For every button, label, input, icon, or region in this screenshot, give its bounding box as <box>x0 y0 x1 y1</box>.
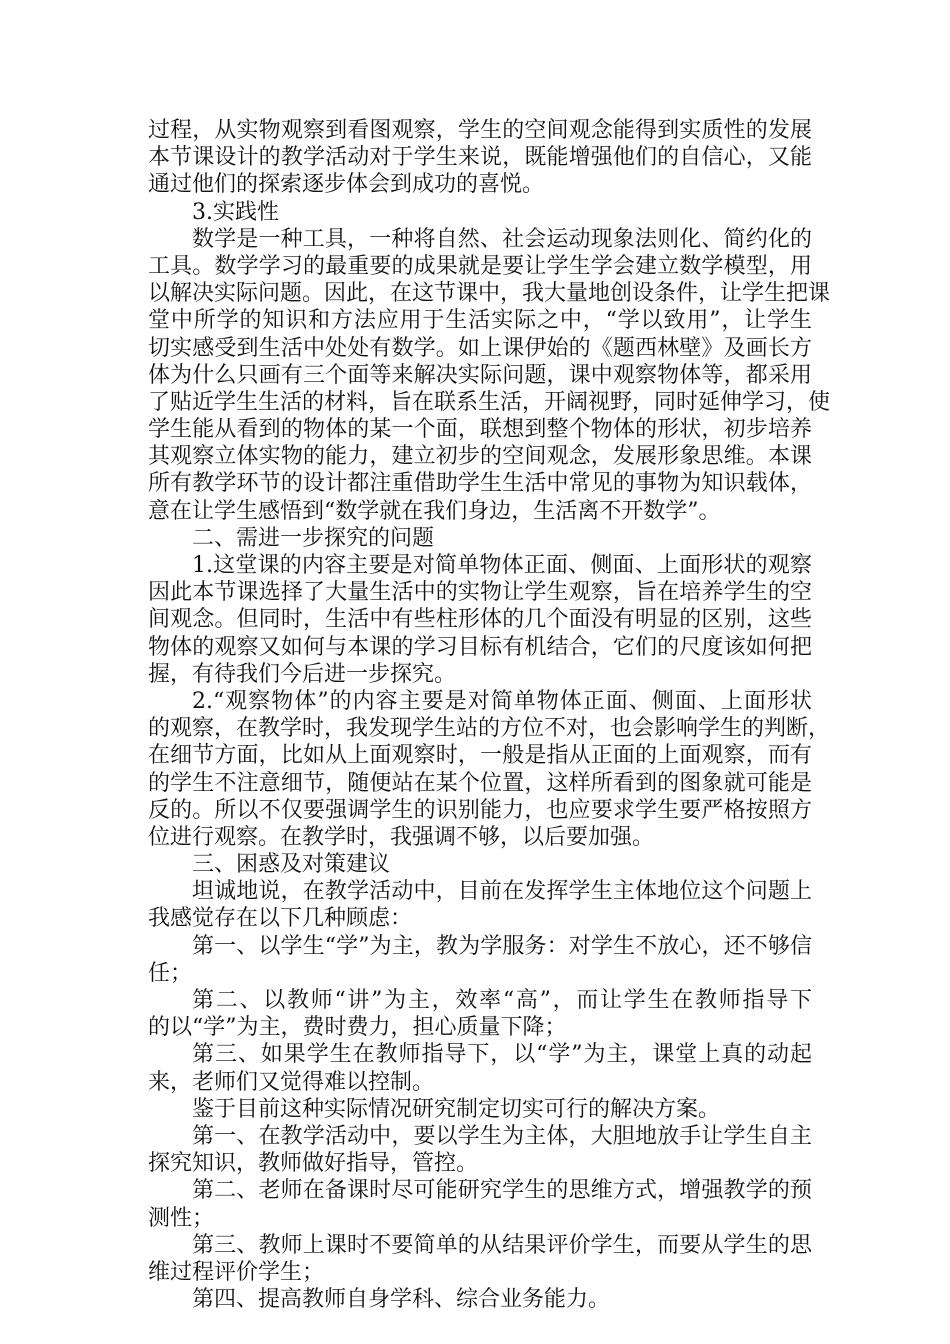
text-line: 维过程评价学生； <box>148 1259 325 1285</box>
text-line: 本节课设计的教学活动对于学生来说，既能增强他们的自信心，又能 <box>148 145 812 171</box>
text-line: 第一、在教学活动中，要以学生为主体，大胆地放手让学生自主 <box>192 1123 812 1149</box>
text-line: 以解决实际问题。因此，在这节课中，我大量地创设条件，让学生把课 <box>148 281 831 307</box>
text-line: 过程，从实物观察到看图观察，学生的空间观念能得到实质性的发展 <box>148 118 812 143</box>
text-line: 工具。数学学习的最重要的成果就是要让学生学会建立数学模型，用 <box>148 253 812 279</box>
text-line: 第三、教师上课时不要简单的从结果评价学生，而要从学生的思 <box>192 1232 812 1258</box>
text-line: 的学生不注意细节，随便站在某个位置，这样所看到的图象就可能是 <box>148 770 812 796</box>
text-line: 鉴于目前这种实际情况研究制定切实可行的解决方案。 <box>192 1096 721 1122</box>
text-line: 第四、提高教师自身学科、综合业务能力。 <box>192 1287 611 1313</box>
text-line: 位进行观察。在教学时，我强调不够，以后要加强。 <box>148 824 655 850</box>
text-line: 来，老师们又觉得难以控制。 <box>148 1069 435 1095</box>
text-line: 间观念。但同时，生活中有些柱形体的几个面没有明显的区别，这些 <box>148 607 812 633</box>
text-line: 学生能从看到的物体的某一个面，联想到整个物体的形状，初步培养 <box>148 417 812 443</box>
text-line: 的观察，在教学时，我发现学生站的方位不对，也会影响学生的判断， <box>148 716 831 742</box>
text-line: 在细节方面，比如从上面观察时，一般是指从正面的上面观察，而有 <box>148 743 812 769</box>
text-line: 因此本节课选择了大量生活中的实物让学生观察，旨在培养学生的空 <box>148 580 812 606</box>
text-line: 二、需进一步探究的问题 <box>192 525 435 551</box>
text-line: 切实感受到生活中处处有数学。如上课伊始的《题西林壁》及画长方 <box>148 335 812 361</box>
text-line: 物体的观察又如何与本课的学习目标有机结合，它们的尺度该如何把 <box>148 634 812 660</box>
text-line: 反的。所以不仅要强调学生的识别能力，也应要求学生要严格按照方 <box>148 797 812 823</box>
text-line: 所有教学环节的设计都注重借助学生生活中常见的事物为知识载体， <box>148 471 812 497</box>
text-line: 我感觉存在以下几种顾虑： <box>148 906 413 932</box>
text-line: 测性； <box>148 1205 215 1231</box>
text-line: 意在让学生感悟到“数学就在我们身边，生活离不开数学”。 <box>148 498 721 524</box>
text-line: 的以“学”为主，费时费力，担心质量下降； <box>148 1015 567 1041</box>
text-line: 握，有待我们今后进一步探究。 <box>148 661 457 687</box>
text-line: 通过他们的探索逐步体会到成功的喜悦。 <box>148 172 545 198</box>
text-line: 了贴近学生生活的材料，旨在联系生活，开阔视野，同时延伸学习，使 <box>148 389 831 415</box>
text-line: 其观察立体实物的能力，建立初步的空间观念，发展形象思维。本课 <box>148 444 812 470</box>
text-line: 3.实践性 <box>192 199 279 225</box>
body-text <box>148 117 831 1313</box>
text-line: 堂中所学的知识和方法应用于生活实际之中，“学以致用”，让学生 <box>148 308 812 334</box>
text-line: 2.“观察物体”的内容主要是对简单物体正面、侧面、上面形状 <box>192 688 812 714</box>
text-line: 探究知识，教师做好指导，管控。 <box>148 1151 479 1177</box>
text-line: 第一、以学生“学”为主，教为学服务：对学生不放心，还不够信 <box>192 933 812 959</box>
text-line: 坦诚地说，在教学活动中，目前在发挥学生主体地位这个问题上 <box>192 879 812 905</box>
text-line: 体为什么只画有三个面等来解决实际问题，课中观察物体等，都采用 <box>148 362 812 388</box>
text-line: 第二、老师在备课时尽可能研究学生的思维方式，增强教学的预 <box>192 1178 812 1204</box>
text-line: 第三、如果学生在教师指导下，以“学”为主，课堂上真的动起 <box>192 1042 812 1068</box>
text-line: 第二、以教师“讲”为主，效率“高”，而让学生在教师指导下 <box>192 988 812 1013</box>
text-line: 1.这堂课的内容主要是对简单物体正面、侧面、上面形状的观察 <box>192 553 812 578</box>
text-line: 三、困惑及对策建议 <box>192 852 391 878</box>
text-line: 任； <box>148 960 193 986</box>
text-line: 数学是一种工具，一种将自然、社会运动现象法则化、简约化的 <box>192 226 812 252</box>
